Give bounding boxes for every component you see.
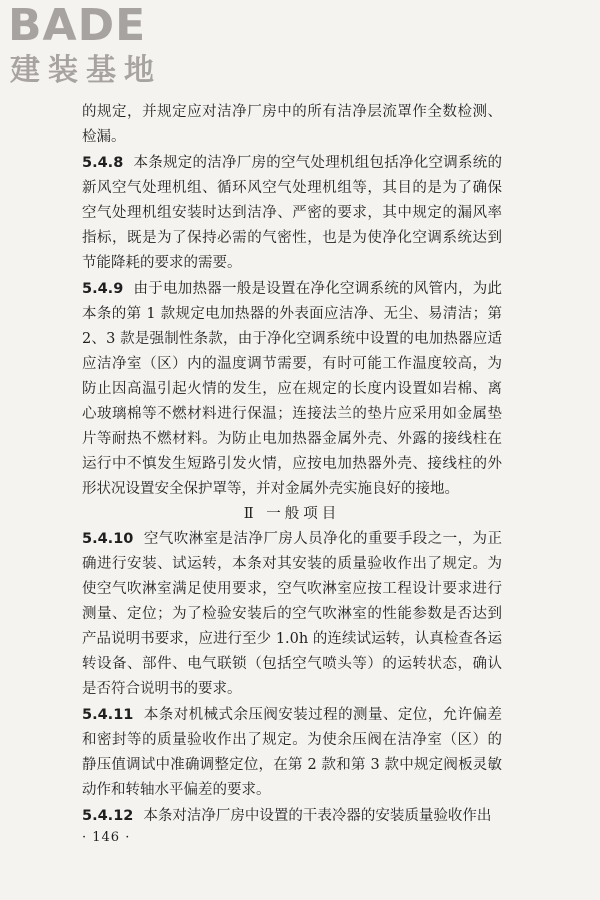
clause-5-4-8	[82, 151, 502, 276]
page-body	[82, 100, 502, 829]
logo-subtitle: 建装基地	[10, 53, 162, 88]
clause-text: 由于电加热器一般是设置在净化空调系统的风管内，为此本条的第 1 款规定电加热器的外表面应洁净、无尘、易清洁；第 2、3 款是强制性条款，由于净化空调系统中设置的电加热器应适应洁净室（区）内的温度调节需要，有时可能工作温度较高，为防止因高温引起火情的发生，应在规定的长度内设置如岩棉、离心玻璃棉等不燃材料进行保温；连接法兰的垫片应采用如金属垫片等耐热不燃材料。为防止电加热器金属外壳、外露的接线柱在运行中不慎发生短路引发火情，应按电加热器外壳、接线柱的外形状况设置安全保护罩等，并对金属外壳实施良好的接地。	[82, 281, 502, 497]
logo-wordmark: BADE	[8, 0, 147, 51]
page-number: · 146 ·	[82, 830, 131, 845]
clause-number: 5.4.10	[82, 531, 134, 547]
clause-text: 本条对洁净厂房中设置的干表冷器的安装质量验收作出	[143, 808, 492, 824]
section-heading: Ⅱ 一般项目	[243, 506, 341, 522]
clause-5-4-9	[82, 277, 502, 502]
clause-5-4-12	[82, 804, 502, 829]
paragraph-continuation	[82, 100, 502, 150]
clause-5-4-11	[82, 703, 502, 803]
clause-number: 5.4.12	[82, 808, 134, 824]
clause-5-4-10	[82, 527, 502, 702]
clause-number: 5.4.9	[82, 281, 124, 297]
bade-logo	[8, 2, 178, 90]
clause-text: 本条对机械式余压阀安装过程的测量、定位，允许偏差和密封等的质量验收作出了规定。为使余压阀在洁净室（区）的静压值调试中准确调整定位，在第 2 款和第 3 款中规定阀板灵敏动作和转轴水平偏差的要求。	[82, 707, 502, 798]
clause-number: 5.4.11	[82, 707, 134, 723]
clause-number: 5.4.8	[82, 155, 124, 171]
clause-text: 本条规定的洁净厂房的空气处理机组包括净化空调系统的新风空气处理机组、循环风空气处理机组等，其目的是为了确保空气处理机组安装时达到洁净、严密的要求，其中规定的漏风率指标，既是为了保持必需的气密性，也是为使净化空调系统达到节能降耗的要求的需要。	[82, 155, 502, 271]
paragraph-text: 的规定，并规定应对洁净厂房中的所有洁净层流罩作全数检测、检漏。	[82, 104, 502, 145]
clause-text: 空气吹淋室是洁净厂房人员净化的重要手段之一，为正确进行安装、试运转，本条对其安装的质量验收作出了规定。为使空气吹淋室满足使用要求，空气吹淋室应按工程设计要求进行测量、定位；为了检验安装后的空气吹淋室的性能参数是否达到产品说明书要求，应进行至少 1.0h 的连续试运转，认真检查各运转设备、部件、电气联锁（包括空气喷头等）的运转状态，确认是否符合说明书的要求。	[82, 531, 502, 697]
